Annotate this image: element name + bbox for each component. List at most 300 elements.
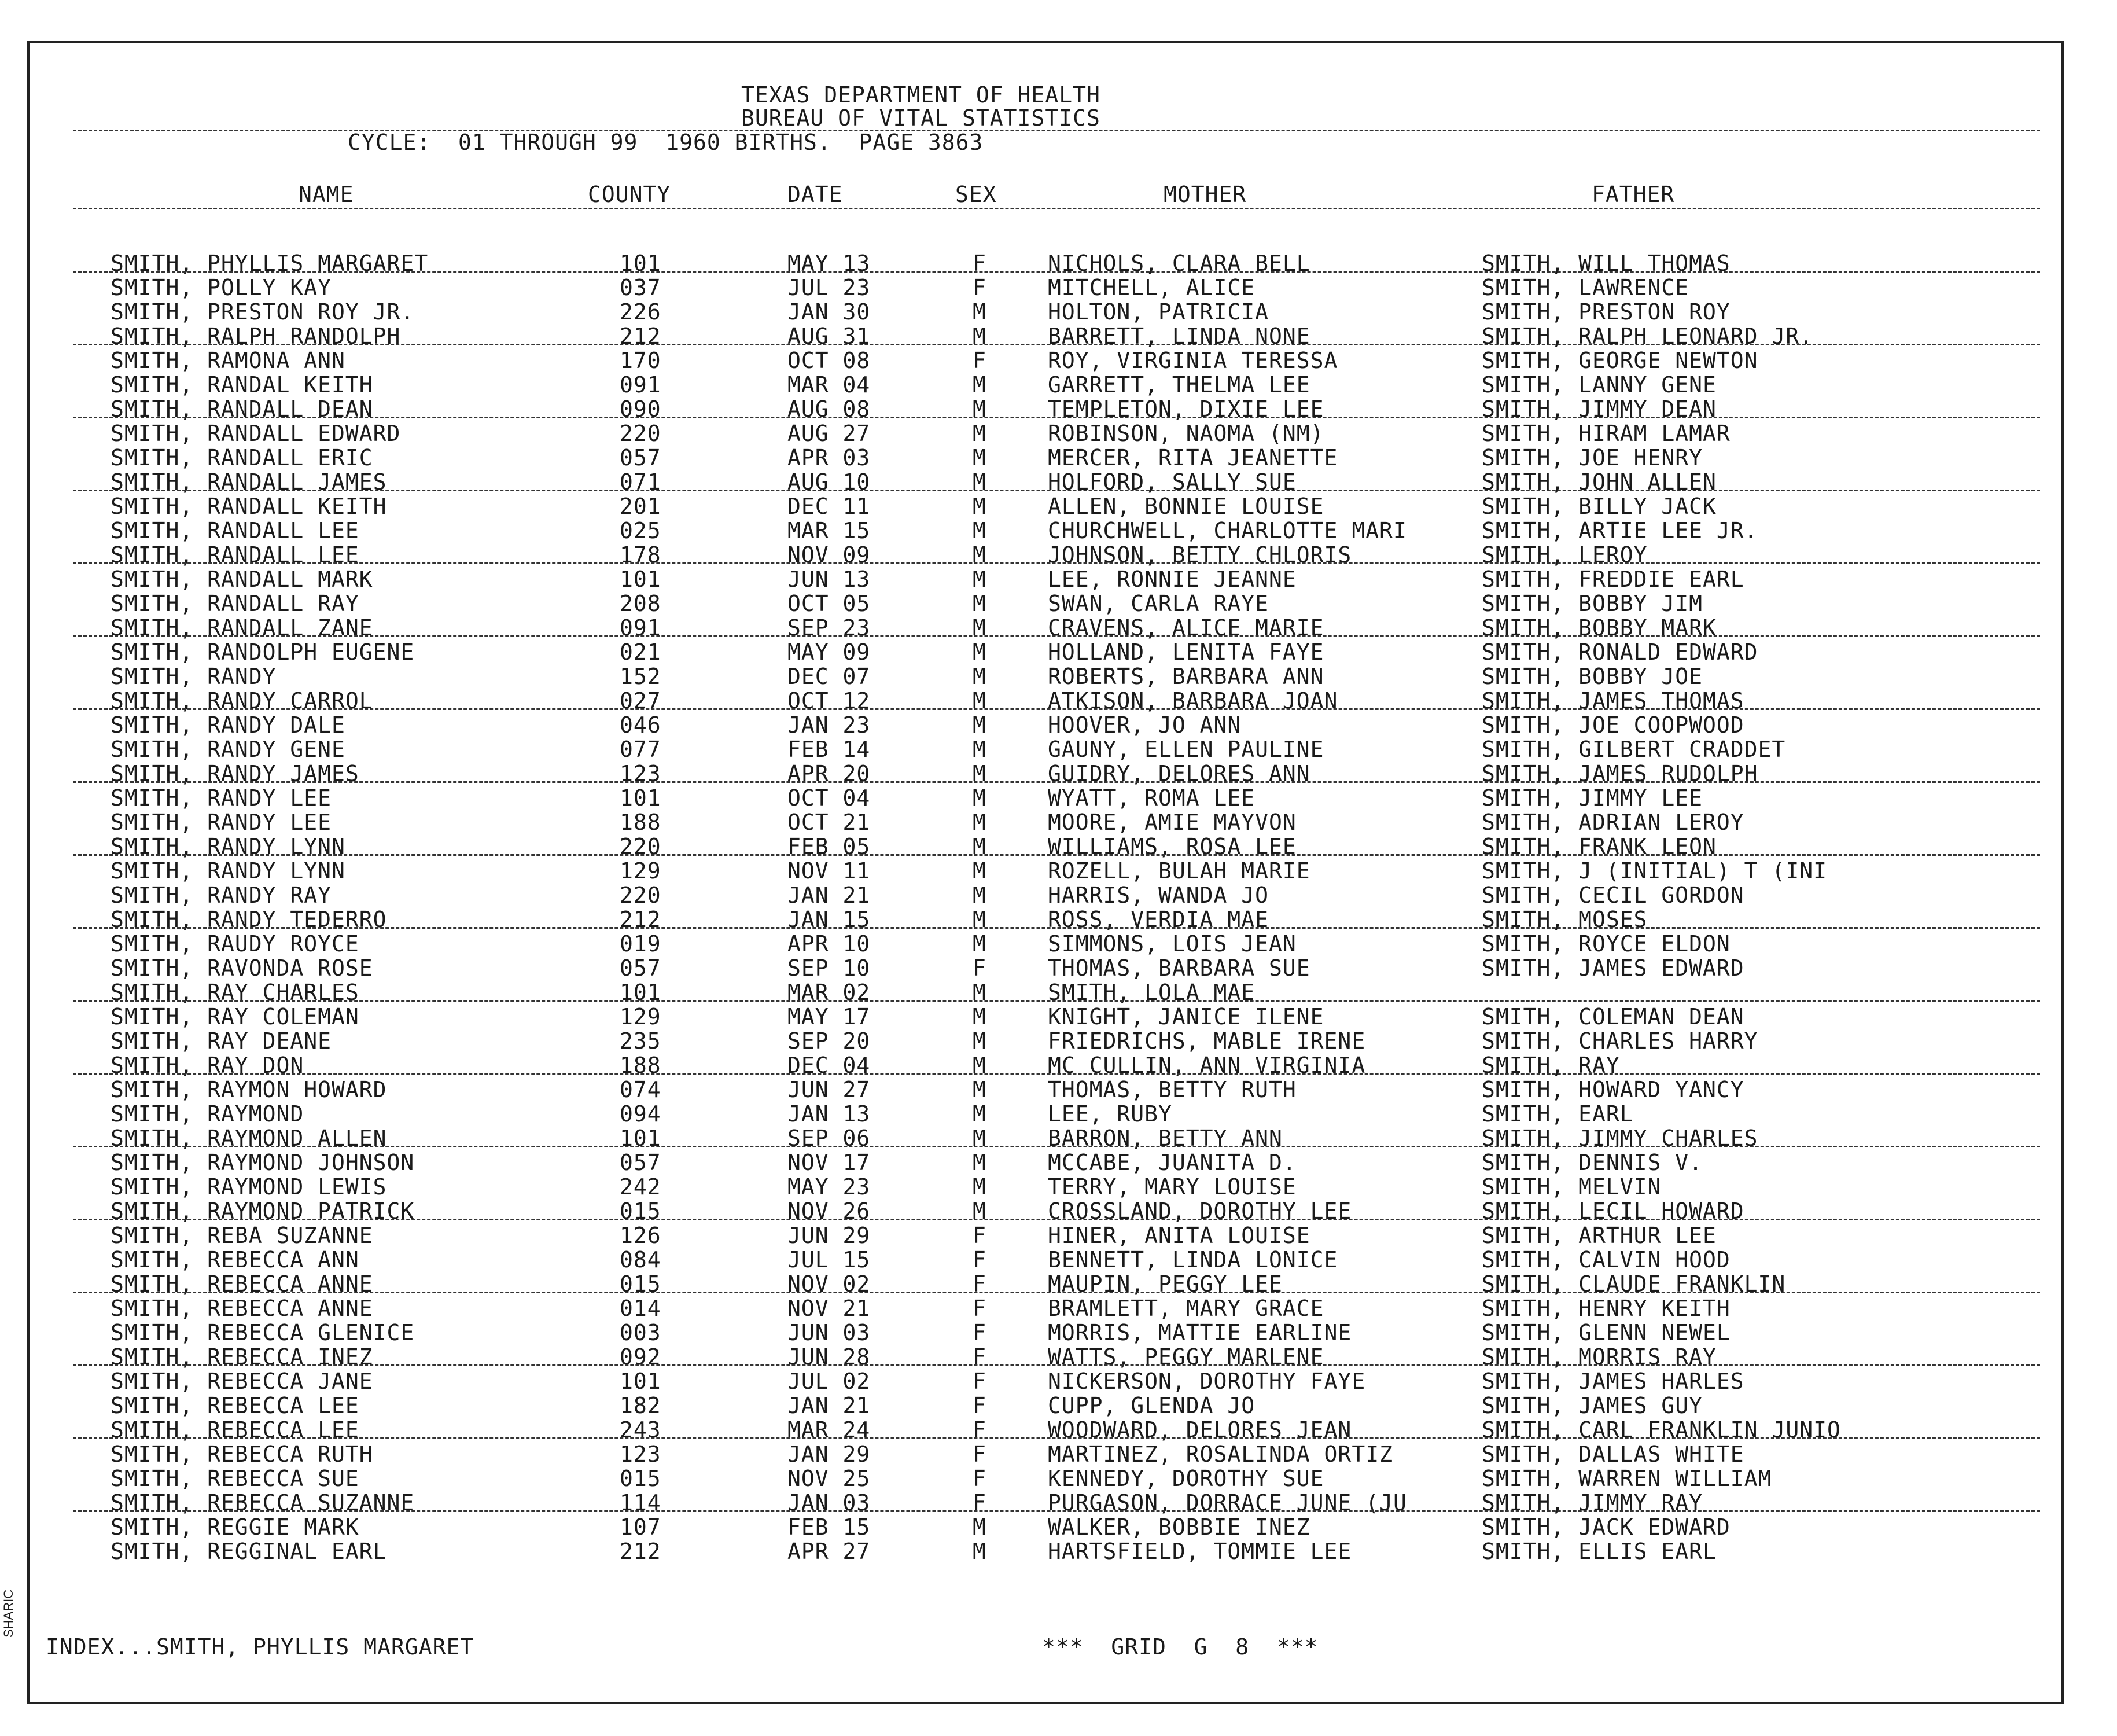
record-county: 003 bbox=[620, 1320, 661, 1345]
record-father: SMITH, WILL THOMAS bbox=[1482, 251, 1731, 276]
record-date: NOV 09 bbox=[787, 542, 871, 568]
record-sex: M bbox=[973, 858, 986, 884]
record-county: 091 bbox=[620, 372, 661, 398]
record-father: SMITH, JAMES RUDOLPH bbox=[1482, 761, 1758, 786]
record-father: SMITH, FRANK LEON bbox=[1482, 834, 1717, 859]
record-county: 046 bbox=[620, 712, 661, 738]
record-sex: M bbox=[973, 639, 986, 665]
record-date: JAN 13 bbox=[787, 1101, 871, 1127]
record-sex: M bbox=[973, 737, 986, 762]
record-date: JAN 03 bbox=[787, 1490, 871, 1516]
record-county: 092 bbox=[620, 1344, 661, 1370]
record-county: 188 bbox=[620, 1053, 661, 1078]
record-father: SMITH, CLAUDE FRANKLIN bbox=[1482, 1271, 1786, 1297]
record-father: SMITH, CARL FRANKLIN JUNIO bbox=[1482, 1417, 1841, 1443]
table-row bbox=[30, 932, 2061, 956]
record-mother: HOLLAND, LENITA FAYE bbox=[1048, 639, 1324, 665]
record-sex: M bbox=[973, 1126, 986, 1151]
record-county: 123 bbox=[620, 1441, 661, 1467]
record-sex: M bbox=[973, 1198, 986, 1224]
table-row bbox=[30, 275, 2061, 300]
record-county: 101 bbox=[620, 1126, 661, 1151]
record-name: SMITH, REBECCA JANE bbox=[111, 1369, 373, 1394]
column-header-name: NAME bbox=[299, 182, 354, 207]
table-row bbox=[30, 1248, 2061, 1272]
row-rule bbox=[73, 708, 2040, 710]
table-row bbox=[30, 446, 2061, 470]
record-date: SEP 23 bbox=[787, 615, 871, 641]
record-sex: M bbox=[973, 518, 986, 543]
record-father: SMITH, BOBBY MARK bbox=[1482, 615, 1717, 641]
record-date: JAN 23 bbox=[787, 712, 871, 738]
record-father: SMITH, LANNY GENE bbox=[1482, 372, 1717, 398]
record-date: MAR 04 bbox=[787, 372, 871, 398]
record-date: JAN 21 bbox=[787, 882, 871, 908]
record-county: 208 bbox=[620, 591, 661, 616]
record-name: SMITH, REBECCA LEE bbox=[111, 1417, 359, 1443]
record-father: SMITH, JIMMY RAY bbox=[1482, 1490, 1703, 1516]
record-sex: M bbox=[973, 615, 986, 641]
record-father: SMITH, RALPH LEONARD JR. bbox=[1482, 323, 1814, 349]
record-mother: HOLTON, PATRICIA bbox=[1048, 299, 1269, 325]
record-sex: F bbox=[973, 1320, 986, 1345]
record-father: SMITH, CECIL GORDON bbox=[1482, 882, 1744, 908]
record-date: JUN 13 bbox=[787, 567, 871, 592]
record-sex: M bbox=[973, 1174, 986, 1200]
record-county: 212 bbox=[620, 907, 661, 932]
record-name: SMITH, RAY DEANE bbox=[111, 1028, 332, 1054]
record-father: SMITH, JOE COOPWOOD bbox=[1482, 712, 1744, 738]
record-name: SMITH, RANDALL MARK bbox=[111, 567, 373, 592]
record-mother: MERCER, RITA JEANETTE bbox=[1048, 445, 1338, 470]
record-father: SMITH, ARTIE LEE JR. bbox=[1482, 518, 1758, 543]
record-name: SMITH, RAUDY ROYCE bbox=[111, 931, 359, 957]
record-name: SMITH, RAYMON HOWARD bbox=[111, 1077, 387, 1102]
record-sex: M bbox=[973, 1514, 986, 1540]
record-county: 182 bbox=[620, 1393, 661, 1418]
record-mother: WALKER, BOBBIE INEZ bbox=[1048, 1514, 1310, 1540]
row-rule bbox=[73, 1219, 2040, 1220]
record-county: 057 bbox=[620, 445, 661, 470]
record-mother: PURGASON, DORRACE JUNE (JU bbox=[1048, 1490, 1407, 1516]
record-name: SMITH, RANDALL DEAN bbox=[111, 396, 373, 422]
record-mother: JOHNSON, BETTY CHLORIS bbox=[1048, 542, 1352, 568]
record-father: SMITH, BOBBY JIM bbox=[1482, 591, 1703, 616]
row-rule bbox=[73, 1146, 2040, 1147]
record-sex: M bbox=[973, 761, 986, 786]
record-mother: GUIDRY, DELORES ANN bbox=[1048, 761, 1310, 786]
record-date: APR 03 bbox=[787, 445, 871, 470]
record-sex: M bbox=[973, 1539, 986, 1564]
record-date: SEP 20 bbox=[787, 1028, 871, 1054]
record-date: OCT 05 bbox=[787, 591, 871, 616]
record-mother: NICHOLS, CLARA BELL bbox=[1048, 251, 1310, 276]
record-name: SMITH, RAY DON bbox=[111, 1053, 304, 1078]
table-row bbox=[30, 591, 2061, 616]
record-county: 212 bbox=[620, 1539, 661, 1564]
record-county: 015 bbox=[620, 1271, 661, 1297]
record-sex: M bbox=[973, 882, 986, 908]
record-mother: HINER, ANITA LOUISE bbox=[1048, 1223, 1310, 1248]
record-date: JUN 29 bbox=[787, 1223, 871, 1248]
record-county: 084 bbox=[620, 1247, 661, 1272]
record-name: SMITH, RAYMOND ALLEN bbox=[111, 1126, 387, 1151]
record-county: 021 bbox=[620, 639, 661, 665]
record-date: APR 27 bbox=[787, 1539, 871, 1564]
record-father: SMITH, ELLIS EARL bbox=[1482, 1539, 1717, 1564]
row-rule bbox=[73, 271, 2040, 273]
record-sex: F bbox=[973, 1271, 986, 1297]
record-mother: WOODWARD, DELORES JEAN bbox=[1048, 1417, 1352, 1443]
record-county: 014 bbox=[620, 1296, 661, 1321]
record-county: 129 bbox=[620, 1004, 661, 1029]
record-mother: MOORE, AMIE MAYVON bbox=[1048, 810, 1297, 835]
record-mother: HOLFORD, SALLY SUE bbox=[1048, 469, 1297, 495]
document-sheet bbox=[27, 41, 2064, 1704]
record-county: 242 bbox=[620, 1174, 661, 1200]
record-name: SMITH, PRESTON ROY JR. bbox=[111, 299, 415, 325]
record-county: 226 bbox=[620, 299, 661, 325]
record-mother: MC CULLIN, ANN VIRGINIA bbox=[1048, 1053, 1366, 1078]
record-date: NOV 25 bbox=[787, 1466, 871, 1491]
record-name: SMITH, RANDY CARROL bbox=[111, 688, 373, 713]
table-row bbox=[30, 1077, 2061, 1102]
record-mother: TERRY, MARY LOUISE bbox=[1048, 1174, 1297, 1200]
record-sex: M bbox=[973, 931, 986, 957]
record-date: AUG 27 bbox=[787, 421, 871, 446]
record-mother: CUPP, GLENDA JO bbox=[1048, 1393, 1256, 1418]
record-sex: M bbox=[973, 1004, 986, 1029]
record-sex: F bbox=[973, 1393, 986, 1418]
table-row bbox=[30, 713, 2061, 737]
record-county: 057 bbox=[620, 955, 661, 981]
record-date: NOV 26 bbox=[787, 1198, 871, 1224]
record-name: SMITH, RANDY bbox=[111, 664, 277, 689]
record-mother: WILLIAMS, ROSA LEE bbox=[1048, 834, 1297, 859]
record-date: FEB 14 bbox=[787, 737, 871, 762]
record-sex: F bbox=[973, 1247, 986, 1272]
table-row bbox=[30, 786, 2061, 810]
record-sex: F bbox=[973, 1369, 986, 1394]
record-mother: MCCABE, JUANITA D. bbox=[1048, 1150, 1297, 1175]
record-father: SMITH, FREDDIE EARL bbox=[1482, 567, 1744, 592]
record-name: SMITH, RANDALL RAY bbox=[111, 591, 359, 616]
row-rule bbox=[73, 1510, 2040, 1512]
record-date: OCT 04 bbox=[787, 785, 871, 811]
record-sex: M bbox=[973, 1150, 986, 1175]
record-county: 188 bbox=[620, 810, 661, 835]
record-name: SMITH, REBECCA SUZANNE bbox=[111, 1490, 415, 1516]
record-county: 201 bbox=[620, 494, 661, 519]
record-sex: F bbox=[973, 1296, 986, 1321]
record-county: 015 bbox=[620, 1198, 661, 1224]
record-sex: M bbox=[973, 980, 986, 1005]
record-county: 071 bbox=[620, 469, 661, 495]
record-sex: F bbox=[973, 1490, 986, 1516]
record-date: FEB 05 bbox=[787, 834, 871, 859]
table-row bbox=[30, 810, 2061, 834]
record-sex: F bbox=[973, 251, 986, 276]
record-name: SMITH, REGGINAL EARL bbox=[111, 1539, 387, 1564]
record-date: JUN 27 bbox=[787, 1077, 871, 1102]
table-row bbox=[30, 1175, 2061, 1199]
record-date: MAY 17 bbox=[787, 1004, 871, 1029]
record-date: AUG 08 bbox=[787, 396, 871, 422]
record-name: SMITH, RANDY GENE bbox=[111, 737, 345, 762]
record-father: SMITH, BILLY JACK bbox=[1482, 494, 1717, 519]
record-sex: F bbox=[973, 348, 986, 373]
record-father: SMITH, GEORGE NEWTON bbox=[1482, 348, 1758, 373]
record-date: SEP 06 bbox=[787, 1126, 871, 1151]
record-sex: M bbox=[973, 1053, 986, 1078]
record-sex: M bbox=[973, 810, 986, 835]
record-father: SMITH, HIRAM LAMAR bbox=[1482, 421, 1731, 446]
column-header-date: DATE bbox=[787, 182, 843, 207]
record-county: 101 bbox=[620, 567, 661, 592]
record-date: JAN 21 bbox=[787, 1393, 871, 1418]
record-county: 015 bbox=[620, 1466, 661, 1491]
record-sex: M bbox=[973, 1101, 986, 1127]
record-county: 126 bbox=[620, 1223, 661, 1248]
record-county: 037 bbox=[620, 275, 661, 300]
record-father: SMITH, CALVIN HOOD bbox=[1482, 1247, 1731, 1272]
record-father: SMITH, GLENN NEWEL bbox=[1482, 1320, 1731, 1345]
record-date: MAY 13 bbox=[787, 251, 871, 276]
record-mother: NICKERSON, DOROTHY FAYE bbox=[1048, 1369, 1366, 1394]
record-name: SMITH, RALPH RANDOLPH bbox=[111, 323, 401, 349]
table-row bbox=[30, 883, 2061, 907]
record-father: SMITH, JAMES GUY bbox=[1482, 1393, 1703, 1418]
record-father: SMITH, J (INITIAL) T (INI bbox=[1482, 858, 1827, 884]
record-mother: ROZELL, BULAH MARIE bbox=[1048, 858, 1310, 884]
record-sex: M bbox=[973, 396, 986, 422]
record-mother: BARRETT, LINDA NONE bbox=[1048, 323, 1310, 349]
record-father: SMITH, HOWARD YANCY bbox=[1482, 1077, 1744, 1102]
record-mother: KNIGHT, JANICE ILENE bbox=[1048, 1004, 1324, 1029]
record-date: OCT 12 bbox=[787, 688, 871, 713]
record-county: 123 bbox=[620, 761, 661, 786]
record-father: SMITH, LEROY bbox=[1482, 542, 1648, 568]
table-row bbox=[30, 1005, 2061, 1029]
record-sex: M bbox=[973, 421, 986, 446]
record-father: SMITH, ROYCE ELDON bbox=[1482, 931, 1731, 957]
record-sex: M bbox=[973, 323, 986, 349]
column-header-father: FATHER bbox=[1592, 182, 1675, 207]
record-county: 114 bbox=[620, 1490, 661, 1516]
record-sex: M bbox=[973, 372, 986, 398]
header-cycle: CYCLE: 01 THROUGH 99 1960 BIRTHS. PAGE 3863 bbox=[348, 130, 984, 155]
record-name: SMITH, RAYMOND PATRICK bbox=[111, 1198, 415, 1224]
record-name: SMITH, RAMONA ANN bbox=[111, 348, 345, 373]
record-mother: CRAVENS, ALICE MARIE bbox=[1048, 615, 1324, 641]
record-father: SMITH, JAMES EDWARD bbox=[1482, 955, 1744, 981]
table-row bbox=[30, 348, 2061, 373]
record-county: 220 bbox=[620, 421, 661, 446]
table-row bbox=[30, 1369, 2061, 1393]
record-father: SMITH, BOBBY JOE bbox=[1482, 664, 1703, 689]
record-name: SMITH, RANDY LEE bbox=[111, 785, 332, 811]
record-date: JAN 29 bbox=[787, 1441, 871, 1467]
record-sex: M bbox=[973, 299, 986, 325]
record-date: OCT 21 bbox=[787, 810, 871, 835]
record-mother: WATTS, PEGGY MARLENE bbox=[1048, 1344, 1324, 1370]
record-county: 091 bbox=[620, 615, 661, 641]
record-date: DEC 07 bbox=[787, 664, 871, 689]
record-mother: BARRON, BETTY ANN bbox=[1048, 1126, 1283, 1151]
record-name: SMITH, RAYMOND JOHNSON bbox=[111, 1150, 415, 1175]
table-row bbox=[30, 664, 2061, 689]
record-father: SMITH, JIMMY LEE bbox=[1482, 785, 1703, 811]
record-name: SMITH, REBECCA GLENICE bbox=[111, 1320, 415, 1345]
record-mother: MARTINEZ, ROSALINDA ORTIZ bbox=[1048, 1441, 1393, 1467]
record-father: SMITH, COLEMAN DEAN bbox=[1482, 1004, 1744, 1029]
record-father: SMITH, LAWRENCE bbox=[1482, 275, 1689, 300]
record-mother: TEMPLETON, DIXIE LEE bbox=[1048, 396, 1324, 422]
record-father: SMITH, DENNIS V. bbox=[1482, 1150, 1703, 1175]
record-mother: CROSSLAND, DOROTHY LEE bbox=[1048, 1198, 1352, 1224]
record-date: NOV 02 bbox=[787, 1271, 871, 1297]
record-date: AUG 10 bbox=[787, 469, 871, 495]
record-name: SMITH, RANDALL LEE bbox=[111, 542, 359, 568]
record-sex: M bbox=[973, 785, 986, 811]
record-sex: M bbox=[973, 567, 986, 592]
record-name: SMITH, REBECCA ANNE bbox=[111, 1296, 373, 1321]
record-name: SMITH, RAYMOND bbox=[111, 1101, 304, 1127]
header-bureau: BUREAU OF VITAL STATISTICS bbox=[741, 105, 1100, 131]
record-mother: LEE, RONNIE JEANNE bbox=[1048, 567, 1297, 592]
record-name: SMITH, RANDY RAY bbox=[111, 882, 332, 908]
record-father: SMITH, JOE HENRY bbox=[1482, 445, 1703, 470]
record-sex: M bbox=[973, 591, 986, 616]
record-county: 178 bbox=[620, 542, 661, 568]
record-date: JAN 15 bbox=[787, 907, 871, 932]
record-county: 243 bbox=[620, 1417, 661, 1443]
record-name: SMITH, RANDY LYNN bbox=[111, 834, 345, 859]
row-rule bbox=[73, 1000, 2040, 1002]
record-name: SMITH, PHYLLIS MARGARET bbox=[111, 251, 429, 276]
record-name: SMITH, REBECCA ANN bbox=[111, 1247, 359, 1272]
record-county: 101 bbox=[620, 251, 661, 276]
record-date: NOV 21 bbox=[787, 1296, 871, 1321]
table-row bbox=[30, 1393, 2061, 1418]
record-mother: SMITH, LOLA MAE bbox=[1048, 980, 1256, 1005]
record-mother: HOOVER, JO ANN bbox=[1048, 712, 1242, 738]
record-sex: F bbox=[973, 275, 986, 300]
record-mother: SIMMONS, LOIS JEAN bbox=[1048, 931, 1297, 957]
record-name: SMITH, RANDOLPH EUGENE bbox=[111, 639, 415, 665]
record-mother: GARRETT, THELMA LEE bbox=[1048, 372, 1310, 398]
table-row bbox=[30, 737, 2061, 762]
table-row bbox=[30, 1466, 2061, 1491]
table-row bbox=[30, 567, 2061, 591]
row-rule bbox=[73, 1073, 2040, 1075]
row-rule bbox=[73, 1437, 2040, 1439]
record-mother: THOMAS, BARBARA SUE bbox=[1048, 955, 1310, 981]
record-father: SMITH, RONALD EDWARD bbox=[1482, 639, 1758, 665]
record-father: SMITH, JAMES THOMAS bbox=[1482, 688, 1744, 713]
record-county: 025 bbox=[620, 518, 661, 543]
record-sex: F bbox=[973, 1466, 986, 1491]
record-county: 220 bbox=[620, 882, 661, 908]
record-sex: F bbox=[973, 1417, 986, 1443]
record-county: 220 bbox=[620, 834, 661, 859]
record-sex: M bbox=[973, 688, 986, 713]
record-name: SMITH, RANDY DALE bbox=[111, 712, 345, 738]
header-department: TEXAS DEPARTMENT OF HEALTH bbox=[741, 82, 1100, 108]
record-mother: MITCHELL, ALICE bbox=[1048, 275, 1256, 300]
row-rule bbox=[73, 927, 2040, 929]
record-sex: M bbox=[973, 469, 986, 495]
row-rule bbox=[73, 562, 2040, 564]
record-date: JUL 15 bbox=[787, 1247, 871, 1272]
record-name: SMITH, RANDALL KEITH bbox=[111, 494, 387, 519]
record-name: SMITH, REBECCA LEE bbox=[111, 1393, 359, 1418]
record-name: SMITH, RANDY JAMES bbox=[111, 761, 359, 786]
footer-grid: *** GRID G 8 *** bbox=[1042, 1634, 1319, 1660]
record-county: 235 bbox=[620, 1028, 661, 1054]
record-mother: KENNEDY, DOROTHY SUE bbox=[1048, 1466, 1324, 1491]
table-row bbox=[30, 1223, 2061, 1248]
record-county: 074 bbox=[620, 1077, 661, 1102]
record-father: SMITH, MOSES bbox=[1482, 907, 1648, 932]
record-name: SMITH, REBECCA SUE bbox=[111, 1466, 359, 1491]
record-father: SMITH, HENRY KEITH bbox=[1482, 1296, 1731, 1321]
record-father: SMITH, JAMES HARLES bbox=[1482, 1369, 1744, 1394]
record-mother: SWAN, CARLA RAYE bbox=[1048, 591, 1269, 616]
record-date: AUG 31 bbox=[787, 323, 871, 349]
record-mother: ROY, VIRGINIA TERESSA bbox=[1048, 348, 1338, 373]
record-sex: M bbox=[973, 1028, 986, 1054]
table-row bbox=[30, 1296, 2061, 1321]
record-mother: BRAMLETT, MARY GRACE bbox=[1048, 1296, 1324, 1321]
table-row bbox=[30, 373, 2061, 397]
record-father: SMITH, WARREN WILLIAM bbox=[1482, 1466, 1772, 1491]
record-county: 090 bbox=[620, 396, 661, 422]
record-name: SMITH, REBECCA INEZ bbox=[111, 1344, 373, 1370]
record-name: SMITH, REBA SUZANNE bbox=[111, 1223, 373, 1248]
record-sex: M bbox=[973, 907, 986, 932]
record-county: 129 bbox=[620, 858, 661, 884]
record-county: 107 bbox=[620, 1514, 661, 1540]
record-county: 152 bbox=[620, 664, 661, 689]
record-mother: HARTSFIELD, TOMMIE LEE bbox=[1048, 1539, 1352, 1564]
row-rule bbox=[73, 1364, 2040, 1366]
table-row bbox=[30, 1442, 2061, 1466]
table-row bbox=[30, 421, 2061, 446]
record-mother: CHURCHWELL, CHARLOTTE MARI bbox=[1048, 518, 1407, 543]
record-name: SMITH, RANDY LEE bbox=[111, 810, 332, 835]
row-rule bbox=[73, 344, 2040, 345]
column-header-county: COUNTY bbox=[588, 182, 671, 207]
record-father: SMITH, RAY bbox=[1482, 1053, 1620, 1078]
record-county: 019 bbox=[620, 931, 661, 957]
record-father: SMITH, EARL bbox=[1482, 1101, 1634, 1127]
record-date: MAY 23 bbox=[787, 1174, 871, 1200]
record-name: SMITH, REBECCA ANNE bbox=[111, 1271, 373, 1297]
record-county: 101 bbox=[620, 980, 661, 1005]
record-father: SMITH, LECIL HOWARD bbox=[1482, 1198, 1744, 1224]
side-label: SHARIC bbox=[1, 1589, 16, 1638]
record-sex: F bbox=[973, 1223, 986, 1248]
record-mother: GAUNY, ELLEN PAULINE bbox=[1048, 737, 1324, 762]
record-county: 027 bbox=[620, 688, 661, 713]
record-name: SMITH, RAY COLEMAN bbox=[111, 1004, 359, 1029]
row-rule bbox=[73, 781, 2040, 783]
record-mother: LEE, RUBY bbox=[1048, 1101, 1172, 1127]
row-rule bbox=[73, 1292, 2040, 1293]
row-rule bbox=[73, 490, 2040, 491]
table-row bbox=[30, 956, 2061, 980]
